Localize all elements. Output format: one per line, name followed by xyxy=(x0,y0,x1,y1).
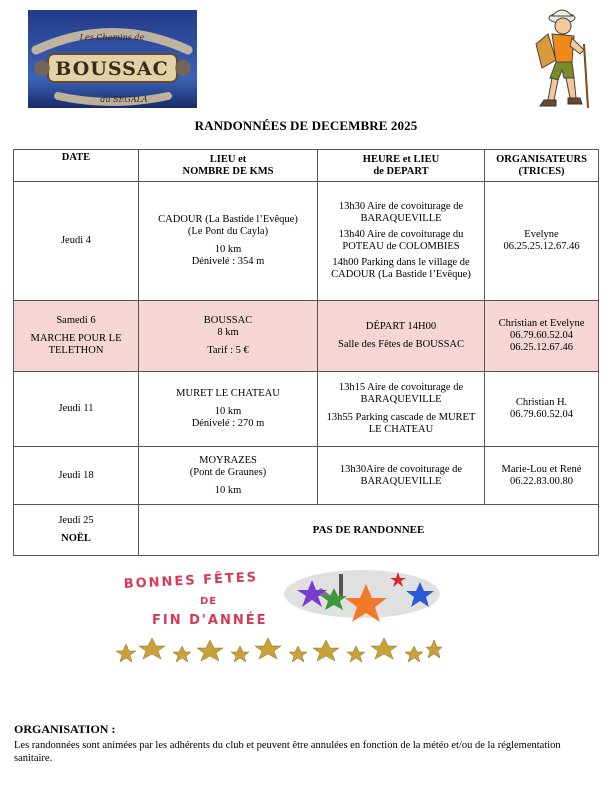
header-lieu-line2: NOMBRE DE KMS xyxy=(182,165,274,177)
row4-org-phone: 06.22.83.00.80 xyxy=(510,475,573,487)
row1-depart-2: 13h40 Aire de covoiturage du POTEAU de COLOMBIES xyxy=(338,229,464,252)
row1-organisateurs xyxy=(485,182,599,301)
logo-arc-bottom-text: du SEGALA xyxy=(100,95,148,104)
row2-date-day: Samedi 6 xyxy=(56,315,96,326)
row2-organisateurs xyxy=(485,301,599,372)
table-header-row xyxy=(14,150,599,182)
row1-org-phone: 06.25.25.12.67.46 xyxy=(503,241,580,252)
page-title: RANDONNÉES DE DECEMBRE 2025 xyxy=(194,118,418,133)
row2-lieu xyxy=(139,301,318,372)
row3-lieu xyxy=(139,372,318,447)
row1-lieu-sub: (Le Pont du Cayla) xyxy=(187,226,269,237)
row3-depart xyxy=(318,372,485,447)
row4-lieu-sub: (Pont de Graunes) xyxy=(189,466,267,478)
row1-distance: 10 km xyxy=(214,244,242,255)
table-row xyxy=(14,182,599,301)
row3-depart-1: 13h15 Aire de covoiturage de BARAQUEVILLE xyxy=(338,382,464,405)
row1-denivele: Dénivelé : 354 m xyxy=(191,256,265,267)
table-row xyxy=(14,372,599,447)
row5-date-holiday: NOËL xyxy=(61,533,91,544)
row2-depart-1: DÉPART 14H00 xyxy=(365,321,437,332)
organisation-heading: ORGANISATION : xyxy=(14,722,116,736)
row1-lieu xyxy=(139,182,318,301)
row1-lieu-name: CADOUR (La Bastide l’Evêque) xyxy=(158,214,298,225)
season-greeting-banner xyxy=(116,566,442,664)
row4-lieu-name: MOYRAZES xyxy=(199,454,257,466)
row3-org-name: Christian H. xyxy=(515,397,568,408)
row2-date-event: MARCHE POUR LE TELETHON xyxy=(30,333,122,356)
row1-depart-1: 13h30 Aire de covoiturage de BARAQUEVILLE xyxy=(338,201,464,224)
row3-denivele: Dénivelé : 270 m xyxy=(191,418,265,429)
logo-name-text: BOUSSAC xyxy=(55,58,169,80)
greeting-line-2: DE xyxy=(200,596,218,607)
gold-star-garland xyxy=(116,638,442,662)
row2-depart-2: Salle des Fêtes de BOUSSAC xyxy=(338,339,464,350)
row2-org-names: Christian et Evelyne xyxy=(498,318,585,329)
club-logo xyxy=(28,10,197,108)
row4-date: Jeudi 18 xyxy=(14,447,139,505)
row1-depart-3: 14h00 Parking dans le village de CADOUR (La Bastide l’Evêque) xyxy=(331,257,471,280)
row2-lieu-name: BOUSSAC xyxy=(203,315,253,326)
schedule-table xyxy=(13,149,599,556)
row5-no-hike-message: PAS DE RANDONNEE xyxy=(139,505,599,556)
greeting-line-1: BONNES FÊTES xyxy=(123,569,259,592)
row2-org-phone-1: 06.79.60.52.04 xyxy=(510,330,573,341)
hiker-illustration xyxy=(526,4,598,112)
row3-lieu-name: MURET LE CHATEAU xyxy=(176,388,280,399)
header-heure-line1: HEURE et LIEU xyxy=(362,153,440,165)
row2-org-phone-2: 06.25.12.67.46 xyxy=(510,342,573,353)
table-row xyxy=(14,301,599,372)
row2-date xyxy=(14,301,139,372)
header-lieu-line1: LIEU et xyxy=(209,153,247,165)
row3-date: Jeudi 11 xyxy=(14,372,139,447)
row5-date xyxy=(14,505,139,556)
row4-org-names: Marie-Lou et René xyxy=(501,463,582,475)
header-lieu xyxy=(139,150,318,182)
row4-lieu xyxy=(139,447,318,505)
row4-organisateurs xyxy=(485,447,599,505)
table-row xyxy=(14,447,599,505)
row4-distance: 10 km xyxy=(214,484,242,496)
header-heure xyxy=(318,150,485,182)
row5-date-day: Jeudi 25 xyxy=(58,515,94,526)
header-org-line2: (TRICES) xyxy=(518,165,565,177)
row1-depart xyxy=(318,182,485,301)
row1-org-name: Evelyne xyxy=(524,229,559,240)
row1-date: Jeudi 4 xyxy=(14,182,139,301)
row3-organisateurs xyxy=(485,372,599,447)
greeting-line-3: FIN D'ANNÉE xyxy=(152,613,268,628)
header-org-line1: ORGANISATEURS xyxy=(496,153,587,165)
row3-distance: 10 km xyxy=(214,406,242,417)
logo-arc-top-text: Les Chemins de xyxy=(79,33,145,42)
row4-depart xyxy=(318,447,485,505)
header-date: DATE xyxy=(14,150,139,182)
row4-depart-1: 13h30Aire de covoiturage de BARAQUEVILLE xyxy=(339,463,463,487)
row3-depart-2: 13h55 Parking cascade de MURET LE CHATEAU xyxy=(326,412,476,435)
row2-depart xyxy=(318,301,485,372)
header-heure-line2: de DEPART xyxy=(373,165,429,177)
row3-org-phone: 06.79.60.52.04 xyxy=(510,409,573,420)
row2-tarif: Tarif : 5 € xyxy=(207,345,249,356)
header-organisateurs xyxy=(485,150,599,182)
table-row xyxy=(14,505,599,556)
row2-distance: 8 km xyxy=(217,327,239,338)
organisation-text: Les randonnées sont animées par les adhérents du club et peuvent être annulées en fonction de la météo et/ou de la réglementation sanitaire. xyxy=(14,740,561,764)
